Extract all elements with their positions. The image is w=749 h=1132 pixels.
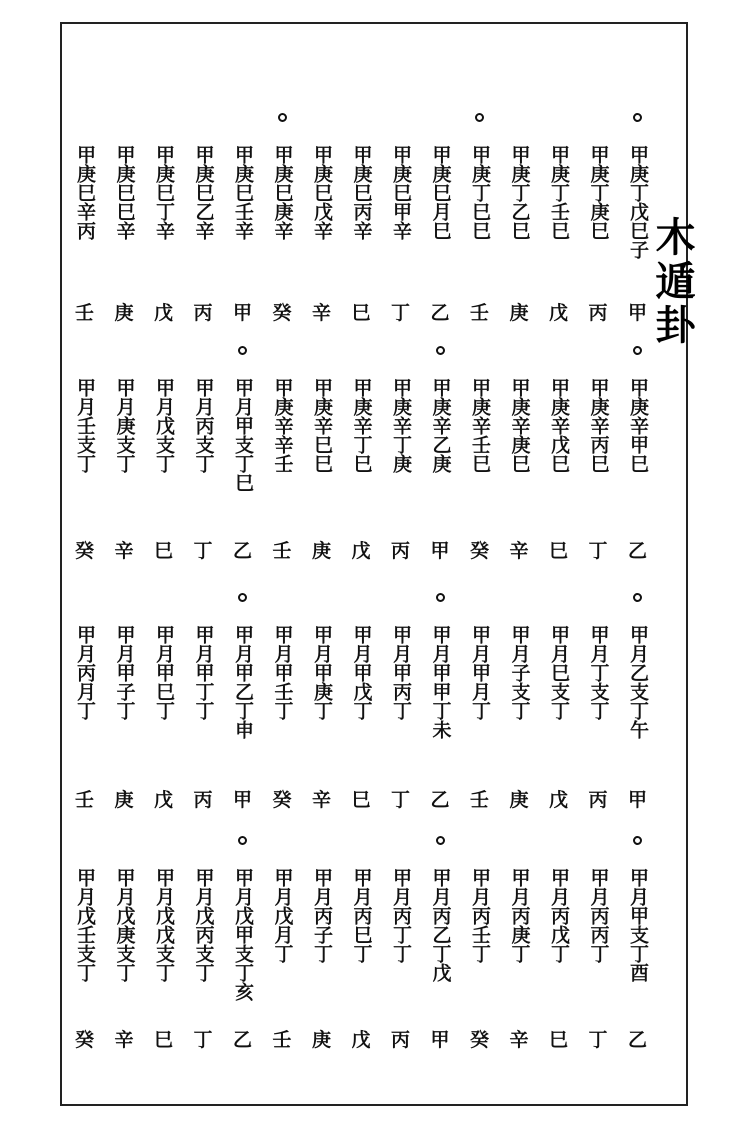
column-end-char: 丁: [588, 540, 608, 562]
table-column: 甲庚辛丙巳: [587, 378, 610, 473]
table-column: 甲月丙丁丁: [390, 868, 412, 963]
column-end-char: 甲: [430, 1029, 450, 1051]
table-column: 甲月甲庚丁: [311, 625, 333, 720]
circle-mark: [633, 836, 642, 845]
column-end-char: 辛: [114, 1029, 134, 1051]
column-end-char: 丙: [588, 789, 608, 811]
table-column: 甲庚辛丁庚: [390, 378, 412, 473]
column-end-char: 壬: [470, 302, 490, 324]
circle-mark: [436, 346, 445, 355]
column-end-char: 丙: [588, 302, 608, 324]
table-column: 甲月戊庚支丁: [113, 868, 136, 982]
column-end-char: 戊: [351, 1029, 371, 1051]
table-column: 甲月戊丙支丁: [192, 868, 215, 982]
column-end-char: 巳: [549, 540, 569, 562]
circle-mark: [238, 346, 247, 355]
table-column: 甲月丙庚丁: [508, 868, 531, 963]
table-column: 甲月丙巳丁: [350, 868, 373, 963]
table-column: 甲庚丁壬巳: [548, 145, 570, 240]
column-end-char: 庚: [509, 302, 529, 324]
table-column: 甲月戊壬支丁: [74, 868, 96, 982]
column-end-char: 戊: [549, 789, 569, 811]
column-end-char: 戊: [154, 789, 174, 811]
table-column: 甲月甲支丁巳: [232, 378, 254, 492]
column-end-char: 辛: [509, 1029, 529, 1051]
column-end-char: 甲: [628, 302, 648, 324]
column-end-char: 辛: [509, 540, 529, 562]
column-end-char: 乙: [430, 789, 450, 811]
table-column: 甲月丙壬丁: [469, 868, 491, 963]
circle-mark: [436, 836, 445, 845]
column-end-char: 壬: [272, 1029, 292, 1051]
table-column: 甲庚巳巳辛: [113, 145, 136, 240]
column-end-char: 甲: [430, 540, 450, 562]
table-column: 甲月丙乙丁戊: [429, 868, 452, 982]
table-column: 甲月甲巳丁: [153, 625, 175, 720]
column-end-char: 庚: [312, 540, 332, 562]
table-column: 甲庚丁庚巳: [587, 145, 610, 240]
table-column: 甲月戊甲支丁亥: [232, 868, 254, 1001]
table-column: 甲月巳支丁: [548, 625, 570, 720]
column-end-char: 丁: [193, 540, 213, 562]
column-end-char: 乙: [233, 1029, 253, 1051]
circle-mark: [436, 593, 445, 602]
table-column: 甲庚丁乙巳: [508, 145, 531, 240]
circle-mark: [475, 113, 484, 122]
table-column: 甲月子支丁: [508, 625, 531, 720]
page-title: 木遁卦: [649, 216, 696, 348]
column-end-char: 丙: [193, 302, 213, 324]
table-column: 甲庚辛乙庚: [429, 378, 452, 473]
table-column: 甲月甲月丁: [469, 625, 491, 720]
table-column: 甲庚辛丁巳: [350, 378, 373, 473]
circle-mark: [633, 113, 642, 122]
column-end-char: 乙: [430, 302, 450, 324]
table-column: 甲庚巳丁辛: [153, 145, 175, 240]
table-column: 甲庚巳丙辛: [350, 145, 373, 240]
table-column: 甲月戊月丁: [271, 868, 294, 963]
column-end-char: 辛: [312, 789, 332, 811]
table-column: 甲月甲乙丁申: [232, 625, 254, 739]
column-end-char: 辛: [114, 540, 134, 562]
column-end-char: 壬: [272, 540, 292, 562]
table-column: 甲月丙丙丁: [587, 868, 610, 963]
column-end-char: 丙: [193, 789, 213, 811]
table-column: 甲月乙支丁午: [627, 625, 649, 739]
table-column: 甲月甲壬丁: [271, 625, 294, 720]
table-column: 甲庚辛辛壬: [271, 378, 294, 473]
table-column: 甲月庚支丁: [113, 378, 136, 473]
table-column: 甲庚丁巳巳: [469, 145, 491, 240]
column-end-char: 巳: [549, 1029, 569, 1051]
table-column: 甲月丙支丁: [192, 378, 215, 473]
column-end-char: 庚: [114, 789, 134, 811]
table-column: 甲庚巳戊辛: [311, 145, 333, 240]
column-end-char: 丙: [391, 540, 411, 562]
column-end-char: 庚: [312, 1029, 332, 1051]
table-column: 甲月甲丙丁: [390, 625, 412, 720]
circle-mark: [278, 113, 287, 122]
table-column: 甲月丙子丁: [311, 868, 333, 963]
table-column: 甲庚辛甲巳: [627, 378, 649, 473]
table-column: 甲庚巳甲辛: [390, 145, 412, 240]
table-column: 甲庚辛庚巳: [508, 378, 531, 473]
column-end-char: 戊: [351, 540, 371, 562]
table-column: 甲月甲丁丁: [192, 625, 215, 720]
table-column: 甲月戊支丁: [153, 378, 175, 473]
column-end-char: 戊: [154, 302, 174, 324]
column-end-char: 庚: [509, 789, 529, 811]
column-end-char: 辛: [312, 302, 332, 324]
column-end-char: 乙: [233, 540, 253, 562]
table-column: 甲月丙月丁: [74, 625, 96, 720]
column-end-char: 壬: [75, 302, 95, 324]
table-column: 甲庚丁戊巳子: [627, 145, 649, 259]
column-end-char: 巳: [351, 789, 371, 811]
table-column: 甲月壬支丁: [74, 378, 96, 473]
circle-mark: [633, 346, 642, 355]
table-column: 甲月丁支丁: [587, 625, 610, 720]
table-column: 甲月甲支丁酉: [627, 868, 649, 982]
column-end-char: 丁: [391, 302, 411, 324]
column-end-char: 丁: [193, 1029, 213, 1051]
column-end-char: 丁: [391, 789, 411, 811]
table-column: 甲月甲甲丁未: [429, 625, 452, 739]
column-end-char: 甲: [628, 789, 648, 811]
column-end-char: 癸: [75, 1029, 95, 1051]
table-column: 甲庚巳乙辛: [192, 145, 215, 240]
column-end-char: 丁: [588, 1029, 608, 1051]
column-end-char: 丙: [391, 1029, 411, 1051]
table-column: 甲庚巳月巳: [429, 145, 452, 240]
column-end-char: 乙: [628, 540, 648, 562]
column-end-char: 庚: [114, 302, 134, 324]
table-column: 甲庚辛戊巳: [548, 378, 570, 473]
column-end-char: 甲: [233, 789, 253, 811]
column-end-char: 戊: [549, 302, 569, 324]
column-end-char: 癸: [470, 540, 490, 562]
column-end-char: 壬: [75, 789, 95, 811]
table-column: 甲庚辛壬巳: [469, 378, 491, 473]
column-end-char: 巳: [154, 1029, 174, 1051]
column-end-char: 壬: [470, 789, 490, 811]
table-column: 甲庚巳辛丙: [74, 145, 96, 240]
table-column: 甲庚辛巳巳: [311, 378, 333, 473]
column-end-char: 癸: [272, 302, 292, 324]
column-end-char: 巳: [154, 540, 174, 562]
table-column: 甲月戊戊支丁: [153, 868, 175, 982]
table-column: 甲月丙戊丁: [548, 868, 570, 963]
table-column: 甲月甲子丁: [113, 625, 136, 720]
circle-mark: [238, 593, 247, 602]
column-end-char: 甲: [233, 302, 253, 324]
column-end-char: 癸: [272, 789, 292, 811]
circle-mark: [633, 593, 642, 602]
column-end-char: 巳: [351, 302, 371, 324]
column-end-char: 癸: [75, 540, 95, 562]
column-end-char: 癸: [470, 1029, 490, 1051]
circle-mark: [238, 836, 247, 845]
column-end-char: 乙: [628, 1029, 648, 1051]
table-column: 甲庚巳庚辛: [271, 145, 294, 240]
table-column: 甲月甲戊丁: [350, 625, 373, 720]
table-column: 甲庚巳壬辛: [232, 145, 254, 240]
